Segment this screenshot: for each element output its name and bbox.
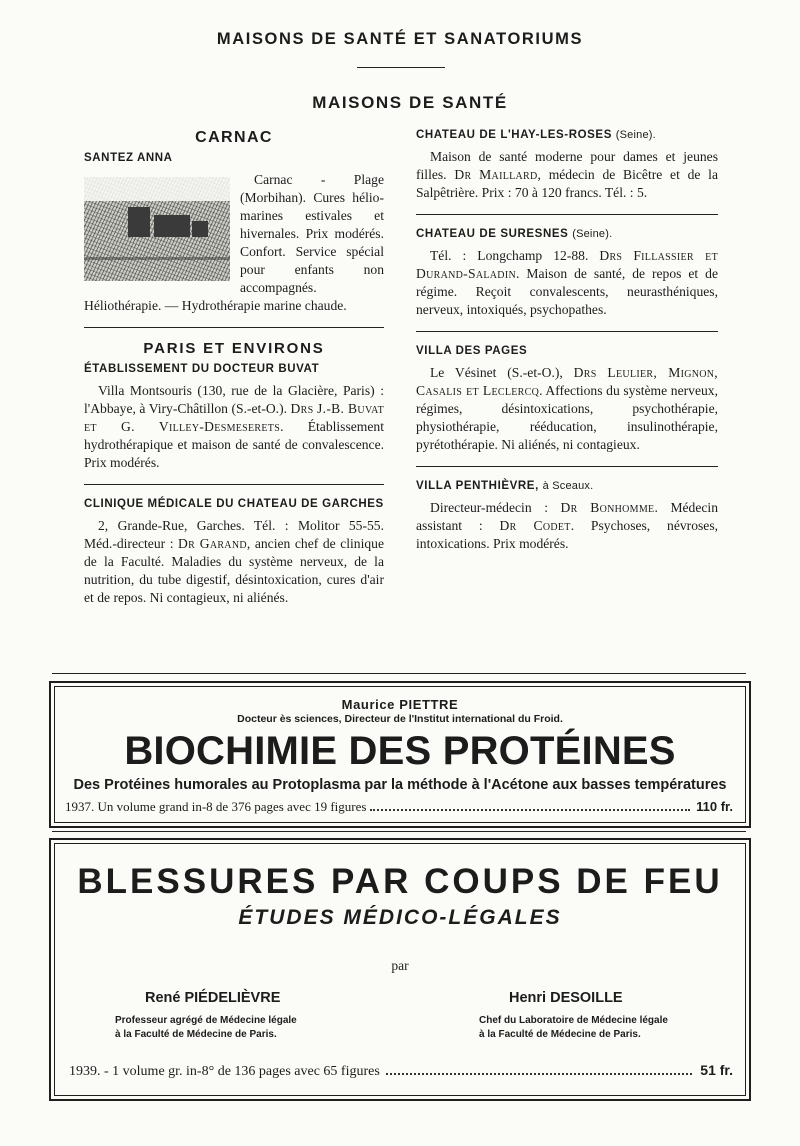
doctor-names: Maillard xyxy=(479,167,538,182)
dot-leader xyxy=(386,1073,692,1075)
ad-author-block-2 xyxy=(479,990,739,1042)
entry-name-buvat: ÉTABLISSEMENT DU DOCTEUR BUVAT xyxy=(84,363,320,375)
entry-rule xyxy=(84,327,384,328)
doctor-names: Bonhomme xyxy=(590,500,655,515)
ad-book-title: BLESSURES PAR COUPS DE FEU xyxy=(77,862,723,901)
ad-author-name: Henri DESOILLE xyxy=(509,990,623,1006)
dot-leader xyxy=(370,809,690,811)
doctor-abbrev: Dr xyxy=(178,536,196,551)
doctor-names: Fillassier et Durand-Saladin xyxy=(416,248,718,281)
entry-rule xyxy=(416,214,718,215)
doctor-abbrev: Drs xyxy=(573,365,597,380)
ad-book-title: BIOCHIMIE DES PROTÉINES xyxy=(124,729,676,773)
entry-name-hay: CHATEAU DE L'HAY-LES-ROSES (Seine). xyxy=(416,129,656,141)
book-advertisement-biochimie xyxy=(49,681,751,828)
page-rule xyxy=(52,831,746,832)
doctor-names: Leulier, Mignon, Casalis et Leclercq xyxy=(416,365,718,398)
entry-text: Carnac - Plage (Morbihan). Cures hélio-marines estivales et hivernales. Prix modérés. Confort. Service spécial pour enfants non accompagnés. Héliothérapie. — Hydrothérapie marine chaude. xyxy=(84,172,384,313)
entry-text-buvat: Villa Montsouris (130, rue de la Glacière, Paris) : l'Abbaye, à Viry-Châtillon (S.-et-O.). Drs J.-B. Buvat et G. Villey-Desmeserets. Établissement hydrothérapique et maison de santé de convalescence. Prix modérés. xyxy=(84,383,385,470)
entry-name-suresnes: CHATEAU DE SURESNES (Seine). xyxy=(416,228,613,240)
city-heading-carnac: CARNAC xyxy=(195,129,273,146)
entry-text-suresnes: Tél. : Longchamp 12-88. Drs Fillassier et Durand-Saladin. Maison de santé, de repos et de régime. Reçoit convalescents, neurasthéniques, nerveux, intoxiqués, psychopathes. xyxy=(416,248,718,317)
doctor-abbrev: Drs xyxy=(290,401,314,416)
entry-santez-anna xyxy=(84,171,384,315)
ad-author-title: Chef du Laboratoire de Médecine légale à la Faculté de Médecine de Paris. xyxy=(479,1015,668,1040)
entry-rule xyxy=(416,331,718,332)
entry-name-garches: CLINIQUE MÉDICALE DU CHATEAU DE GARCHES xyxy=(84,498,384,510)
entry-rule xyxy=(416,466,718,467)
ad-by-label: par xyxy=(391,958,409,973)
entry-name-santez-anna: SANTEZ ANNA xyxy=(84,152,173,164)
city-heading-paris: PARIS ET ENVIRONS xyxy=(143,340,325,357)
ad-author-block-1 xyxy=(115,990,375,1042)
section-title: MAISONS DE SANTÉ xyxy=(312,93,508,112)
entry-rule xyxy=(84,484,384,485)
ad-price-line xyxy=(65,799,733,815)
running-title: MAISONS DE SANTÉ ET SANATORIUMS xyxy=(216,30,584,48)
ad-book-price: 110 fr. xyxy=(696,799,733,814)
entry-text-pages: Le Vésinet (S.-et-O.), Drs Leulier, Mignon, Casalis et Leclercq. Affections du système nerveux, régimes, désintoxications, psychothérapie, physiothérapie, rééducation, insulinothérapie, pyrétothérapie. Ni aliénés, ni contagieux. xyxy=(416,365,718,452)
doctor-abbrev: Dr xyxy=(560,500,578,515)
doctor-names: Codet xyxy=(533,518,571,533)
ad-author-name: Maurice PIETTRE xyxy=(341,697,459,712)
ad-book-subtitle: ÉTUDES MÉDICO-LÉGALES xyxy=(238,906,562,929)
ad-book-details: 1937. Un volume grand in-8 de 376 pages avec 19 figures xyxy=(65,799,367,814)
doctor-abbrev: Dr xyxy=(499,518,517,533)
ad-book-subtitle: Des Protéines humorales au Protoplasma par la méthode à l'Acétone aux basses températures xyxy=(73,777,727,793)
doctor-names: J.-B. Buvat et G. Villey-Desmeserets. xyxy=(84,401,385,434)
page-rule xyxy=(52,673,746,674)
entry-name-penthievre: VILLA PENTHIÈVRE, à Sceaux. xyxy=(416,480,594,492)
book-advertisement-blessures xyxy=(49,838,751,1101)
ad-price-line xyxy=(69,1062,733,1080)
left-column xyxy=(84,128,384,607)
ad-book-price: 51 fr. xyxy=(700,1062,733,1078)
doctor-abbrev: Dr xyxy=(454,167,472,182)
ad-author-title: Professeur agrégé de Médecine légale à la Faculté de Médecine de Paris. xyxy=(115,1015,297,1040)
doctor-abbrev: Drs xyxy=(599,248,623,263)
ad-author-name: René PIÉDELIÈVRE xyxy=(145,990,281,1006)
ad-book-details: 1939. - 1 volume gr. in-8° de 136 pages avec 65 figures xyxy=(69,1064,380,1079)
entry-text-penthievre: Directeur-médecin : Dr Bonhomme. Médecin assistant : Dr Codet. Psychoses, névroses, intoxications. Prix modérés. xyxy=(416,500,719,551)
title-rule xyxy=(357,67,445,68)
entry-text-garches: 2, Grande-Rue, Garches. Tél. : Molitor 55-55. Méd.-directeur : Dr Garand, ancien chef de clinique de la Faculté. Maladies du système nerveux, de la nutrition, du tube digestif, désintoxication, cures d'air et de repos. Ni contagieux, ni aliénés. xyxy=(84,518,384,605)
entry-name-pages: VILLA DES PAGES xyxy=(416,345,528,357)
ad-author-title: Docteur ès sciences, Directeur de l'Institut international du Froid. xyxy=(237,713,563,725)
doctor-names: Garand xyxy=(199,536,247,551)
right-column xyxy=(416,128,718,553)
entry-text-hay: Maison de santé moderne pour dames et jeunes filles. Dr Maillard, médecin de Bicêtre et de la Salpêtrière. Prix : 70 à 120 francs. Tél. : 5. xyxy=(416,149,718,200)
seaside-building-engraving xyxy=(84,177,230,281)
